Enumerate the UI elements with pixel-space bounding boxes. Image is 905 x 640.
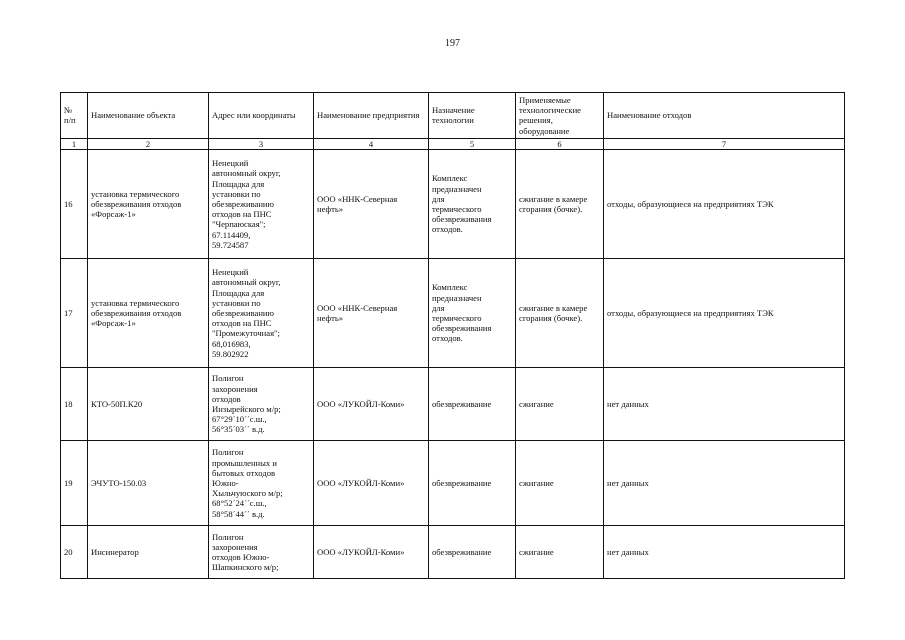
- row-number: 20: [61, 526, 88, 579]
- technical-solution: сжигание: [516, 526, 604, 579]
- header-company: Наименование предприятия: [314, 93, 429, 139]
- page-number: 197: [445, 38, 460, 49]
- table-header-row: [61, 93, 845, 139]
- technology-purpose: обезвреживание: [429, 368, 516, 441]
- header-object-name: Наименование объекта: [88, 93, 209, 139]
- column-index: 5: [429, 138, 516, 149]
- object-name: КТО-50П.К20: [88, 368, 209, 441]
- object-name: Инсинератор: [88, 526, 209, 579]
- header-waste: Наименование отходов: [604, 93, 845, 139]
- row-number: 17: [61, 259, 88, 368]
- column-index: 6: [516, 138, 604, 149]
- row-number: 16: [61, 150, 88, 259]
- technology-purpose: Комплекс предназначен для термического обезвреживания отходов.: [429, 259, 516, 368]
- header-address: Адрес или координаты: [209, 93, 314, 139]
- waste-name: нет данных: [604, 526, 845, 579]
- technical-solution: сжигание: [516, 368, 604, 441]
- technical-solution: сжигание: [516, 441, 604, 526]
- column-index: 7: [604, 138, 845, 149]
- technical-solution: сжигание в камере сгорания (бочке).: [516, 259, 604, 368]
- address-cell: [209, 259, 314, 368]
- waste-facilities-table: [60, 92, 845, 579]
- object-name: установка термического обезвреживания отходов «Форсаж-1»: [88, 259, 209, 368]
- object-name: установка термического обезвреживания отходов «Форсаж-1»: [88, 150, 209, 259]
- column-index: 4: [314, 138, 429, 149]
- address-text: Ненецкий автономный округ, Площадка для установки по обезвреживанию отходов на ПНС "Промежуточная"; 68,016983, 59.802922: [212, 267, 281, 359]
- row-number: 19: [61, 441, 88, 526]
- technology-purpose: обезвреживание: [429, 526, 516, 579]
- table-row: [61, 368, 845, 441]
- technology-purpose: обезвреживание: [429, 441, 516, 526]
- address-text: Полигон промышленных и бытовых отходов Южно- Хыльчуюского м/р; 68°52´24´´с.ш., 58°58´44´´ в.д.: [212, 447, 283, 519]
- address-text: Полигон захоронения отходов Инзырейского м/р; 67°29´10´´с.ш., 56°35´03´´ в.д.: [212, 373, 281, 435]
- header-solution: Применяемые технологические решения, оборудование: [516, 93, 604, 139]
- address-text: Полигон захоронения отходов Южно- Шапкинского м/р;: [212, 531, 279, 573]
- company-name: ООО «ННК-Северная нефть»: [314, 259, 429, 368]
- waste-name: нет данных: [604, 441, 845, 526]
- address-cell: [209, 441, 314, 526]
- company-name: ООО «ЛУКОЙЛ-Коми»: [314, 526, 429, 579]
- column-index: 3: [209, 138, 314, 149]
- object-name: ЭЧУТО-150.03: [88, 441, 209, 526]
- address-cell: [209, 526, 314, 579]
- technology-purpose: Комплекс предназначен для термического обезвреживания отходов.: [429, 150, 516, 259]
- row-number: 18: [61, 368, 88, 441]
- header-number: № п/п: [61, 93, 88, 139]
- address-cell: [209, 150, 314, 259]
- table-row: [61, 259, 845, 368]
- table-row: [61, 150, 845, 259]
- technical-solution: сжигание в камере сгорания (бочке).: [516, 150, 604, 259]
- company-name: ООО «ЛУКОЙЛ-Коми»: [314, 368, 429, 441]
- company-name: ООО «ННК-Северная нефть»: [314, 150, 429, 259]
- waste-name: нет данных: [604, 368, 845, 441]
- waste-name: отходы, образующиеся на предприятиях ТЭК: [604, 259, 845, 368]
- header-purpose: Назначение технологии: [429, 93, 516, 139]
- company-name: ООО «ЛУКОЙЛ-Коми»: [314, 441, 429, 526]
- table-row: [61, 526, 845, 579]
- address-text: Ненецкий автономный округ, Площадка для установки по обезвреживанию отходов на ПНС "Черпаюская"; 67.114409, 59.724587: [212, 158, 281, 250]
- address-cell: [209, 368, 314, 441]
- column-index-row: [61, 138, 845, 149]
- column-index: 1: [61, 138, 88, 149]
- column-index: 2: [88, 138, 209, 149]
- waste-name: отходы, образующиеся на предприятиях ТЭК: [604, 150, 845, 259]
- table-row: [61, 441, 845, 526]
